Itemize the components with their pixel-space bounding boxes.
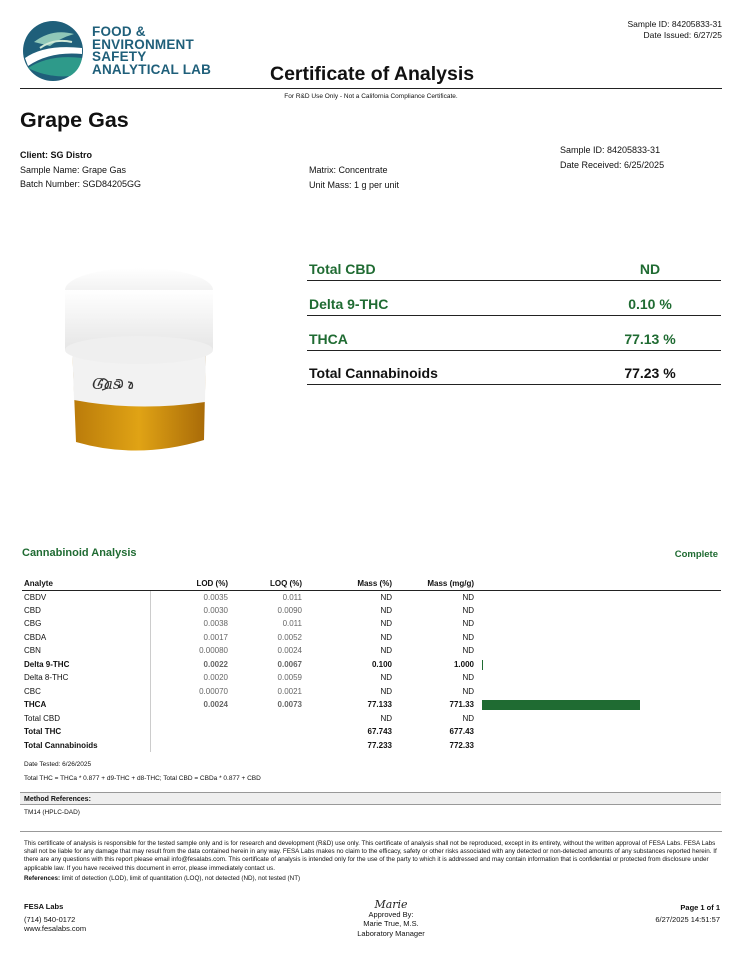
loq-cell: 0.0073 xyxy=(277,700,302,710)
lab-name xyxy=(92,26,211,76)
analyte-cell: CBDA xyxy=(22,631,150,645)
mass-bar-cell xyxy=(476,698,721,712)
summary-label: Delta 9-THC xyxy=(309,296,389,312)
header-sample-id: Sample ID: 84205833-31 xyxy=(627,19,722,29)
analyte-cell: THCA xyxy=(22,698,150,712)
mass-mg-cell: 677.43 xyxy=(449,727,474,737)
loq-cell: 0.011 xyxy=(282,592,302,602)
mass-mg-cell: ND xyxy=(462,686,474,696)
mass-mg-cell: 1.000 xyxy=(453,659,474,669)
column-header: LOQ (%) xyxy=(230,577,304,590)
table-row xyxy=(22,590,721,604)
column-header: LOD (%) xyxy=(150,577,230,590)
summary-label: Total CBD xyxy=(309,261,376,277)
date-tested: Date Tested: 6/26/2025 xyxy=(24,761,92,768)
sample-id: Sample ID: 84205833-31 xyxy=(560,145,661,155)
lod-cell xyxy=(150,739,230,753)
mass-pct-cell: ND xyxy=(380,673,392,683)
lod-cell xyxy=(150,725,230,739)
loq-cell xyxy=(230,712,304,726)
lod-cell xyxy=(150,712,230,726)
mass-mg-cell: ND xyxy=(462,619,474,629)
lod-cell: 0.0038 xyxy=(203,619,228,629)
jar-label-text: Gas xyxy=(92,375,121,393)
mass-bar-cell xyxy=(476,671,721,685)
summary-row xyxy=(307,255,721,281)
mass-mg-cell: 772.33 xyxy=(449,740,474,750)
lod-cell: 0.00070 xyxy=(199,686,228,696)
total-formula: Total THC = THCa * 0.877 + d9-THC + d8-THC; Total CBD = CBDa * 0.877 + CBD xyxy=(24,775,261,782)
summary-row xyxy=(307,290,721,316)
approver-title: Laboratory Manager xyxy=(357,928,425,938)
summary-row xyxy=(307,325,721,351)
sample-jar-image xyxy=(58,262,220,462)
summary-label: THCA xyxy=(309,331,348,347)
footer-company: FESA Labs xyxy=(24,902,64,911)
disclaimer xyxy=(24,840,720,883)
sample-title: Grape Gas xyxy=(20,108,129,132)
mass-bar-cell xyxy=(476,617,721,631)
status-badge: Complete xyxy=(674,549,718,560)
bar-column-header xyxy=(476,577,721,590)
mass-bar-cell xyxy=(476,590,721,604)
lod-cell: 0.0022 xyxy=(203,659,228,669)
mass-mg-cell: 771.33 xyxy=(449,700,474,710)
table-row xyxy=(22,712,721,726)
mass-mg-cell: ND xyxy=(462,605,474,615)
loq-cell: 0.0090 xyxy=(277,605,302,615)
cannabinoid-table xyxy=(22,577,721,752)
footer-approval xyxy=(331,900,451,938)
analyte-cell: Delta 8-THC xyxy=(22,671,150,685)
mass-bar-cell xyxy=(476,658,721,672)
analyte-cell: Total CBD xyxy=(22,712,150,726)
matrix: Matrix: Concentrate xyxy=(309,165,388,175)
table-row xyxy=(22,725,721,739)
table-row xyxy=(22,617,721,631)
table-row xyxy=(22,631,721,645)
mass-pct-cell: ND xyxy=(380,632,392,642)
mass-mg-cell: ND xyxy=(462,592,474,602)
footer-timestamp: 6/27/2025 14:51:57 xyxy=(655,915,720,924)
analyte-cell: CBN xyxy=(22,644,150,658)
table-row xyxy=(22,644,721,658)
table-row xyxy=(22,698,721,712)
method-reference-item: TM14 (HPLC-DAD) xyxy=(24,809,80,816)
approved-by-label: Approved By: xyxy=(368,909,414,919)
lod-cell: 0.0017 xyxy=(203,632,228,642)
date-received: Date Received: 6/25/2025 xyxy=(560,159,665,170)
rd-notice: For R&D Use Only - Not a California Compliance Certificate. xyxy=(284,93,458,100)
loq-cell: 0.011 xyxy=(282,619,302,629)
table-row xyxy=(22,685,721,699)
mass-bar xyxy=(482,660,483,670)
lod-cell: 0.0020 xyxy=(203,673,228,683)
summary-value: ND xyxy=(639,261,661,277)
certificate-title: Certificate of Analysis xyxy=(270,63,475,85)
header-sample-meta xyxy=(627,19,722,41)
table-header-row xyxy=(22,577,721,590)
loq-cell xyxy=(230,739,304,753)
mass-mg-cell: ND xyxy=(462,713,474,723)
page-number: Page 1 of 1 xyxy=(680,903,720,912)
sample-dates xyxy=(560,143,664,172)
mass-bar-cell xyxy=(476,739,721,753)
sample-name: Sample Name: Grape Gas xyxy=(20,164,127,175)
footer-page-info xyxy=(655,902,720,926)
mass-bar-cell xyxy=(476,725,721,739)
references-text: limit of detection (LOD), limit of quantitation (LOQ), not detected (ND), not tested (NT) xyxy=(60,874,301,882)
loq-cell: 0.0059 xyxy=(277,673,302,683)
loq-cell xyxy=(230,725,304,739)
mass-bar-cell xyxy=(476,712,721,726)
footer-phone: (714) 540-0172 xyxy=(24,914,76,924)
lab-name-line: ANALYTICAL LAB xyxy=(92,61,212,77)
mass-bar-cell xyxy=(476,604,721,618)
table-row xyxy=(22,658,721,672)
mass-pct-cell: ND xyxy=(380,619,392,629)
lab-name-line: FOOD & xyxy=(92,24,146,39)
loq-cell: 0.0067 xyxy=(277,659,302,669)
loq-cell: 0.0052 xyxy=(277,632,302,642)
table-row xyxy=(22,739,721,753)
lod-cell: 0.00080 xyxy=(199,646,228,656)
lod-cell: 0.0035 xyxy=(203,592,228,602)
mass-pct-cell: ND xyxy=(380,713,392,723)
client-info xyxy=(20,148,141,192)
column-header: Analyte xyxy=(22,577,150,590)
footer-contact xyxy=(24,902,86,934)
unit-mass: Unit Mass: 1 g per unit xyxy=(309,179,400,190)
cannabinoid-table-body xyxy=(22,590,721,752)
lab-name-line: ENVIRONMENT xyxy=(92,36,194,52)
mass-pct-cell: ND xyxy=(380,592,392,602)
summary-row xyxy=(307,359,721,385)
header-date-issued: Date Issued: 6/27/25 xyxy=(643,30,722,40)
client-name: Client: SG Distro xyxy=(20,150,93,160)
loq-cell: 0.0024 xyxy=(277,646,302,656)
fesa-logo-icon xyxy=(20,18,90,82)
lod-cell: 0.0030 xyxy=(203,605,228,615)
footer-website[interactable]: www.fesalabs.com xyxy=(24,924,87,934)
table-row xyxy=(22,604,721,618)
lod-cell: 0.0024 xyxy=(203,700,228,710)
approver-signature: Marie xyxy=(374,898,408,911)
summary-value: 77.23 % xyxy=(624,365,676,381)
analyte-cell: Total Cannabinoids xyxy=(22,739,150,753)
method-references-header: Method References: xyxy=(20,792,721,805)
summary-label: Total Cannabinoids xyxy=(309,365,438,381)
mass-bar xyxy=(482,700,640,710)
analyte-cell: CBD xyxy=(22,604,150,618)
mass-bar-cell xyxy=(476,644,721,658)
loq-cell: 0.0021 xyxy=(277,686,302,696)
batch-number: Batch Number: SGD84205GG xyxy=(20,179,142,189)
table-row xyxy=(22,671,721,685)
lab-name-line: SAFETY xyxy=(92,49,147,65)
mass-pct-cell: ND xyxy=(380,686,392,696)
mass-pct-cell: 0.100 xyxy=(371,659,392,669)
summary-value: 0.10 % xyxy=(628,296,672,312)
analyte-cell: CBG xyxy=(22,617,150,631)
matrix-info xyxy=(309,163,399,192)
disclaimer-text: This certificate of analysis is responsible for the tested sample only and is for research and development (R&D) use only. This certificate of analysis shall not be reproduced, except in its entirety, without the written approval of FESA Labs. FESA Labs shall not be liable for any damage that may result from the data contained herein in any way. FESA Labs makes no claim to the efficacy, safety or other risks associated with any detected or non-detected amounts of any substances reported herein. If there are any questions with this report please email info@fesalabs.com. This certificate of analysis is intended only for the use of the party to which it is addressed and may contain information that is confidential or protected from disclosure under applicable law. If you have received this document in error, please immediately contact us. xyxy=(24,840,717,872)
references-label: References: xyxy=(24,874,61,882)
mass-mg-cell: ND xyxy=(462,632,474,642)
references-line xyxy=(24,875,720,883)
divider xyxy=(20,831,722,832)
mass-mg-cell: ND xyxy=(462,673,474,683)
analyte-cell: CBDV xyxy=(22,590,150,604)
analyte-cell: CBC xyxy=(22,685,150,699)
header-divider xyxy=(20,88,722,89)
column-header: Mass (mg/g) xyxy=(394,577,476,590)
summary-value: 77.13 % xyxy=(624,331,676,347)
mass-pct-cell: ND xyxy=(380,646,392,656)
section-title: Cannabinoid Analysis xyxy=(22,547,137,559)
mass-pct-cell: ND xyxy=(380,605,392,615)
mass-pct-cell: 77.233 xyxy=(367,740,392,750)
mass-pct-cell: 67.743 xyxy=(367,727,392,737)
analyte-cell: Total THC xyxy=(22,725,150,739)
mass-mg-cell: ND xyxy=(462,646,474,656)
mass-bar-cell xyxy=(476,631,721,645)
approver-name: Marie True, M.S. xyxy=(363,919,419,929)
column-header: Mass (%) xyxy=(304,577,394,590)
analyte-cell: Delta 9-THC xyxy=(22,658,150,672)
mass-bar-cell xyxy=(476,685,721,699)
mass-pct-cell: 77.133 xyxy=(367,700,392,710)
